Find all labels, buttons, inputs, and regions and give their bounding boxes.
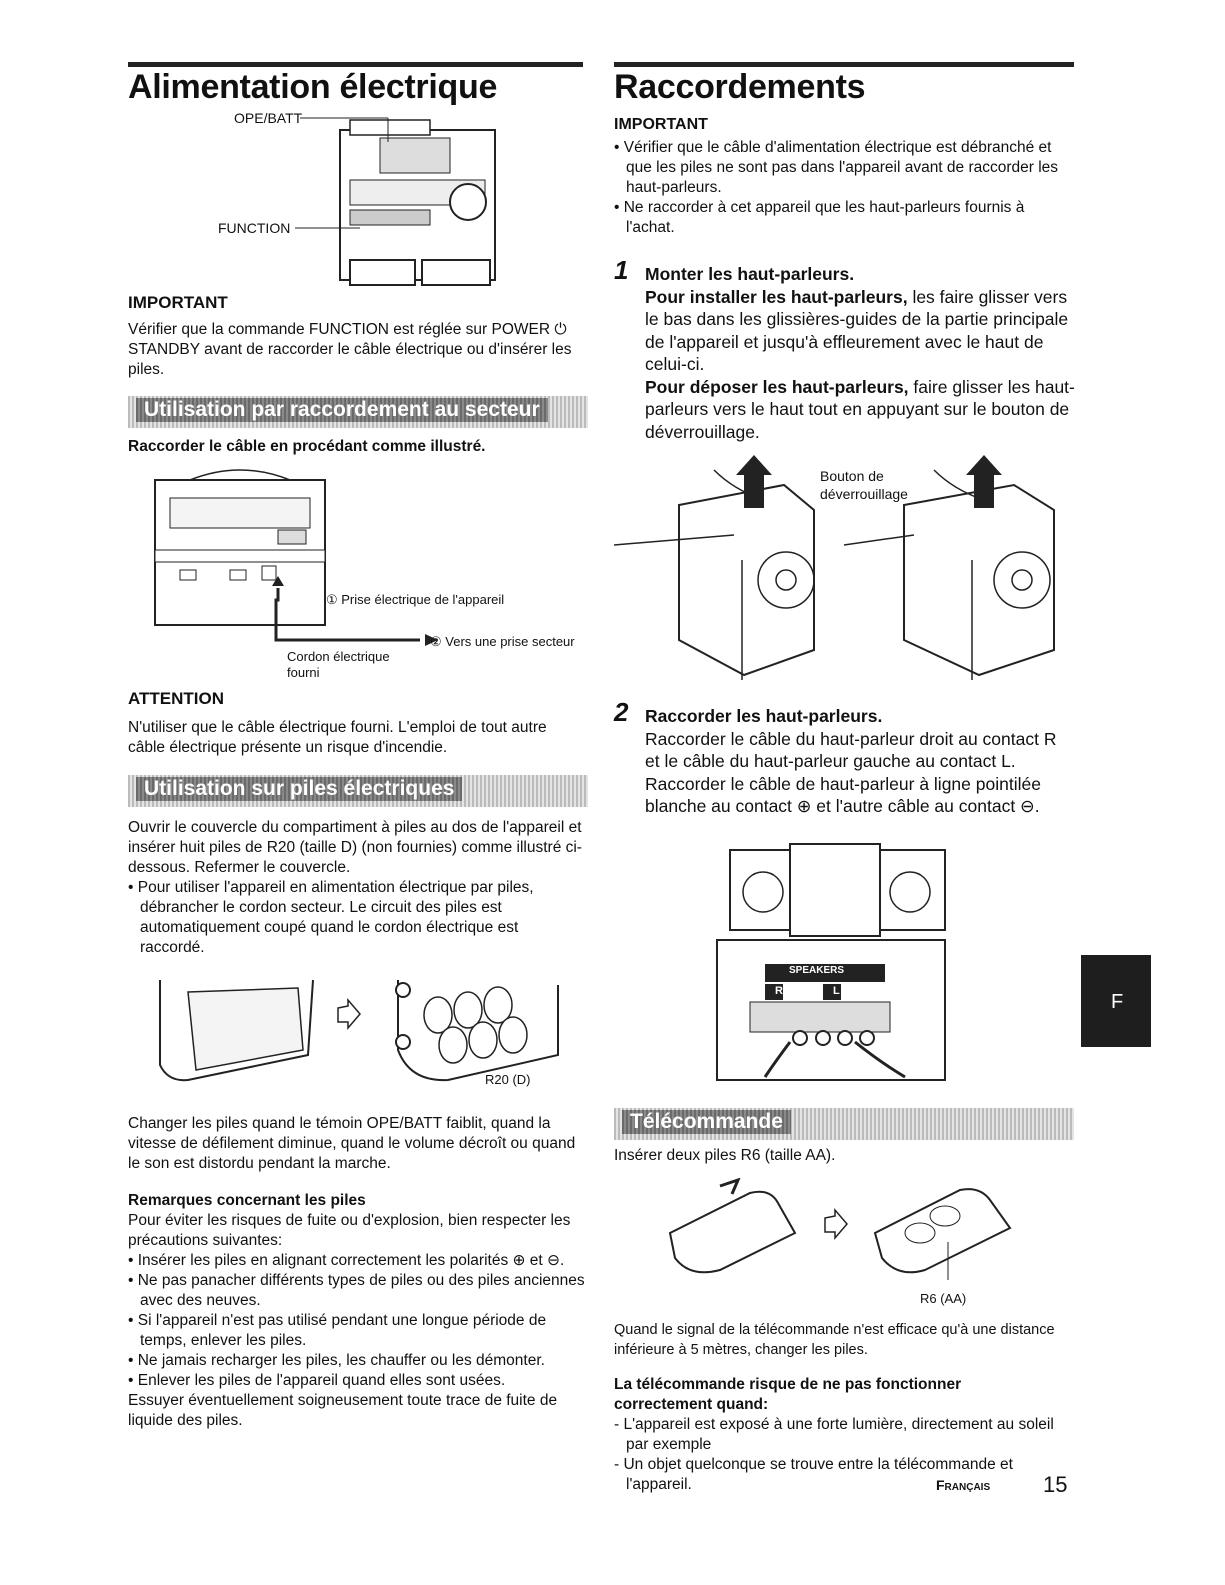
left-important-text: Vérifier que la commande FUNCTION est réglée sur POWER ⏻ STANDBY avant de raccorder le câble électrique ou d'insérer les piles. <box>128 321 572 378</box>
remarques-bullet: • Insérer les piles en alignant correctement les polarités ⊕ et ⊖. <box>128 1252 565 1269</box>
speaker-mount-illustration <box>614 450 1074 680</box>
step2-number: 2 <box>614 697 629 727</box>
attention-text: N'utiliser que le câble électrique fourni. L'emploi de tout autre câble électrique présente un risque d'incendie. <box>128 719 547 756</box>
piles-bullet <box>128 878 573 958</box>
remarques-bullet: • Si l'appareil n'est pas utilisé pendant une longue période de temps, enlever les piles. <box>128 1312 547 1349</box>
section-tele-bar <box>614 1108 1074 1140</box>
remote-control-illustration <box>660 1178 1020 1288</box>
speaker-terminals-illustration <box>715 842 955 1082</box>
step1-number: 1 <box>614 255 629 285</box>
right-important-bullet: • Vérifier que le câble d'alimentation électrique est débranché et que les piles ne sont pas dans l'appareil avant de raccorder les haut-parleurs. <box>614 139 1059 196</box>
label-prise: ① Prise électrique de l'appareil <box>326 592 505 607</box>
label-opebatt: OPE/BATT <box>234 110 303 126</box>
attention-heading: ATTENTION <box>128 689 225 708</box>
section-tele-title: Télécommande <box>622 1110 791 1134</box>
section-piles-title: Utilisation sur piles électriques <box>136 777 462 801</box>
tele-item: - L'appareil est exposé à une forte lumière, directement au soleil par exemple <box>614 1416 1054 1453</box>
label-speakers: SPEAKERS <box>789 965 845 976</box>
right-title-rule <box>614 62 1074 67</box>
tele-text2: Quand le signal de la télécommande n'est efficace qu'à une distance inférieure à 5 mètres, changer les piles. <box>614 1322 1055 1358</box>
right-title: Raccordements <box>614 68 866 106</box>
secteur-subheading: Raccorder le câble en procédant comme illustré. <box>128 438 486 455</box>
step1-para1 <box>645 286 1075 376</box>
remarques-block <box>128 1211 588 1431</box>
label-terminal-l: L <box>833 985 840 997</box>
remarques-bullet: • Ne jamais recharger les piles, les chauffer ou les démonter. <box>128 1352 545 1369</box>
left-title-rule <box>128 62 583 67</box>
label-cordon-2: fourni <box>287 665 320 680</box>
label-cordon-1: Cordon électrique <box>287 649 390 664</box>
label-r6: R6 (AA) <box>920 1291 967 1306</box>
step1-block <box>645 263 1075 443</box>
label-vers: ② Vers une prise secteur <box>430 634 575 649</box>
label-function: FUNCTION <box>218 220 291 236</box>
step1-title: Monter les haut-parleurs. <box>645 264 855 284</box>
label-bouton-1: Bouton de <box>820 468 884 484</box>
tele-heading: La télécommande risque de ne pas fonctionner correctement quand: <box>614 1376 962 1413</box>
label-r20: R20 (D) <box>485 1072 531 1087</box>
remarques-bullet: • Ne pas panacher différents types de piles ou des piles anciennes avec des neuves. <box>128 1272 585 1309</box>
step2-block <box>645 705 1075 818</box>
right-important-bullet: • Ne raccorder à cet appareil que les haut-parleurs fournis à l'achat. <box>614 199 1025 236</box>
remarques-intro: Pour éviter les risques de fuite ou d'explosion, bien respecter les précautions suivantes: <box>128 1212 571 1249</box>
tele-text: Insérer deux piles R6 (taille AA). <box>614 1147 836 1164</box>
label-bouton-2: déverrouillage <box>820 486 908 502</box>
step2-title: Raccorder les haut-parleurs. <box>645 706 883 726</box>
step1-para2 <box>645 376 1075 444</box>
right-important-heading: IMPORTANT <box>614 116 708 133</box>
back-panel-illustration <box>150 460 590 660</box>
remarques-outro: Essuyer éventuellement soigneusement toute trace de fuite de liquide des piles. <box>128 1392 558 1429</box>
right-important-block <box>614 138 1069 238</box>
changer-text: Changer les piles quand le témoin OPE/BATT faiblit, quand la vitesse de défilement diminue, quand le volume décroît ou quand le son est distordu pendant la marche. <box>128 1115 576 1172</box>
piles-bullet-item: • Pour utiliser l'appareil en alimentation électrique par piles, débrancher le cordon secteur. Le circuit des piles est automatiquement coupé quand le cordon électrique est raccordé. <box>128 879 534 956</box>
page-number: 15 <box>1043 1472 1068 1497</box>
stereo-front-illustration <box>200 110 500 290</box>
step1-para1-bold: Pour installer les haut-parleurs, <box>645 286 908 307</box>
left-title: Alimentation électrique <box>128 68 498 106</box>
step1-para2-bold: Pour déposer les haut-parleurs, <box>645 376 909 397</box>
section-piles-bar <box>128 775 588 807</box>
tele-item: - Un objet quelconque se trouve entre la télécommande et l'appareil. <box>614 1456 1013 1493</box>
section-secteur-bar <box>128 396 588 428</box>
left-important-heading: IMPORTANT <box>128 293 228 312</box>
step1-para1-text: les faire glisser vers le bas dans les glissières-guides de la partie principale de l'appareil et jusqu'à effleurement avec le haut de celui-ci. <box>645 286 1069 374</box>
footer-language: Français <box>936 1477 991 1493</box>
piles-text: Ouvrir le couvercle du compartiment à piles au dos de l'appareil et insérer huit piles de R20 (taille D) (non fournies) comme illustré ci-dessous. Refermer le couvercle. <box>128 819 582 876</box>
remarques-bullet: • Enlever les piles de l'appareil quand elles sont usées. <box>128 1372 506 1389</box>
section-secteur-title: Utilisation par raccordement au secteur <box>136 398 548 422</box>
label-terminal-r: R <box>775 985 783 997</box>
step2-text: Raccorder le câble du haut-parleur droit au contact R et le câble du haut-parleur gauche au contact L. Raccorder le câble de haut-parleur à ligne pointilée blanche au contact ⊕ et l'autre câble au contact ⊖. <box>645 728 1057 816</box>
remarques-heading: Remarques concernant les piles <box>128 1192 366 1209</box>
language-tab-letter: F <box>1111 991 1124 1013</box>
step1-para2-text: faire glisser les haut-parleurs vers le haut tout en appuyant sur le bouton de déverrouillage. <box>645 376 1075 442</box>
language-tab <box>1081 955 1151 1047</box>
